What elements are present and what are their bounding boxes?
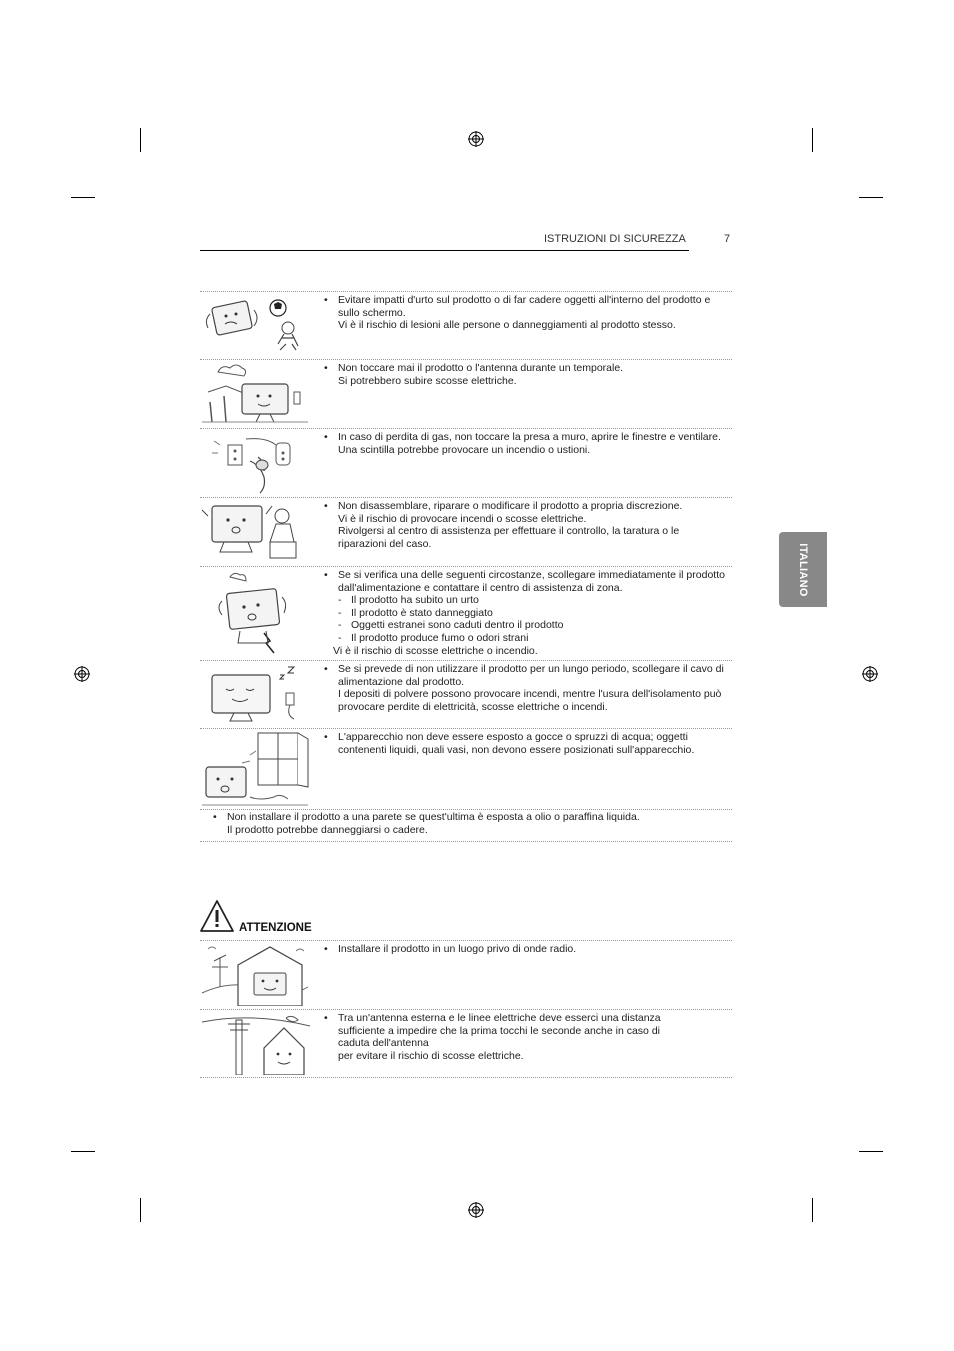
safety-item-note: Vi è il rischio di lesioni alle persone o danneggiamenti al prodotto stesso. [338,319,676,332]
gas-leak-illustration [200,431,310,494]
safety-subitem: - Il prodotto produce fumo o odori strani [324,632,729,645]
warning-triangle-icon [199,899,235,933]
row-separator [200,428,732,429]
header-rule [200,250,689,251]
row-separator [200,1009,732,1010]
crop-mark [140,128,141,152]
row-separator [200,497,732,498]
safety-item-note: Vi è il rischio di provocare incendi o scosse elettriche. [338,512,587,525]
safety-item-text: • Se si verifica una delle seguenti circostanze, scollegare immediatamente il prodotto dall'alimentazione e contattare il centro di assistenza di zona. [324,569,729,594]
row-separator [200,1077,732,1078]
attention-item-note: per evitare il rischio di scosse elettriche. [338,1049,524,1062]
safety-item-text: • In caso di perdita di gas, non toccare la presa a muro, aprire le finestre e ventilare. [324,431,729,444]
safety-item [324,663,729,713]
safety-item-text: • Se si prevede di non utilizzare il prodotto per un lungo periodo, scollegare il cavo di alimentazione dal prodotto. [324,663,729,688]
safety-item-text: • Non toccare mai il prodotto o l'antenna durante un temporale. [324,362,729,375]
crop-mark [812,1198,813,1222]
row-separator [200,291,732,292]
crop-mark [859,1151,883,1152]
crop-mark [812,128,813,152]
safety-item-wide [213,811,729,836]
safety-item-text: • Evitare impatti d'urto sul prodotto o di far cadere oggetti all'interno del prodotto e sullo schermo. [324,294,729,319]
safety-item-note: Vi è il rischio di scosse elettriche o incendio. [333,644,538,657]
safety-item [324,431,729,456]
registration-mark-icon [862,666,878,682]
attention-item-text: • Tra un'antenna esterna e le linee elettriche deve esserci una distanza sufficiente a impedire che la prima tocchi le seconde anche in caso di caduta dell'antenna [324,1012,689,1050]
registration-mark-icon [468,1202,484,1218]
safety-item [324,731,729,756]
antenna-power-line-illustration [200,1012,310,1075]
registration-mark-icon [468,131,484,147]
tv-disassembly-illustration [200,500,310,563]
safety-item-text: • Non installare il prodotto a una parete se quest'ultima è esposta a olio o paraffina liquida. [213,811,729,824]
safety-subitem: - Il prodotto ha subito un urto [324,594,729,607]
safety-item [324,569,729,657]
row-separator [200,359,732,360]
page-header-title: ISTRUZIONI DI SICUREZZA [544,233,686,245]
safety-subitem: - Il prodotto è stato danneggiato [324,607,729,620]
safety-item-text: • Non disassemblare, riparare o modificare il prodotto a propria discrezione. [324,500,729,513]
registration-mark-icon [74,666,90,682]
tv-water-illustration [200,731,310,807]
row-separator [200,566,732,567]
crop-mark [71,197,95,198]
crop-mark [859,197,883,198]
safety-item-note: Una scintilla potrebbe provocare un incendio o ustioni. [338,443,591,456]
safety-item-text: • L'apparecchio non deve essere esposto a gocce o spruzzi di acqua; oggetti contenenti liquidi, quali vasi, non devono essere posizionati sull'apparecchio. [324,731,729,756]
attention-heading: ATTENZIONE [239,922,312,934]
attention-item [324,1012,689,1062]
safety-subitem: - Oggetti estranei sono caduti dentro il prodotto [324,619,729,632]
row-separator [200,809,732,810]
language-tab [779,532,827,607]
safety-item-note: I depositi di polvere possono provocare incendi, mentre l'usura dell'isolamento può provocare perdite di elettricità, scosse elettriche o incendi. [338,688,722,713]
house-radio-waves-illustration [200,943,310,1006]
tv-thunderstorm-illustration [200,362,310,425]
crop-mark [71,1151,95,1152]
tv-unplugged-illustration [200,663,310,725]
row-separator [200,940,732,941]
safety-item [324,294,729,332]
attention-item [324,943,729,956]
safety-item-note: Si potrebbero subire scosse elettriche. [338,374,517,387]
row-separator [200,841,732,842]
crop-mark [140,1198,141,1222]
language-tab-label: ITALIANO [797,542,809,597]
row-separator [200,660,732,661]
tv-damaged-illustration [200,569,310,657]
safety-item-note: Il prodotto potrebbe danneggiarsi o cadere. [227,823,428,836]
safety-item [324,500,729,550]
safety-item [324,362,729,387]
safety-item-note: Rivolgersi al centro di assistenza per effettuare il controllo, la taratura o le riparazioni del caso. [338,525,680,550]
row-separator [200,728,732,729]
tv-ball-impact-illustration [200,294,310,356]
page-number: 7 [724,233,731,245]
attention-item-text: • Installare il prodotto in un luogo privo di onde radio. [324,943,729,956]
